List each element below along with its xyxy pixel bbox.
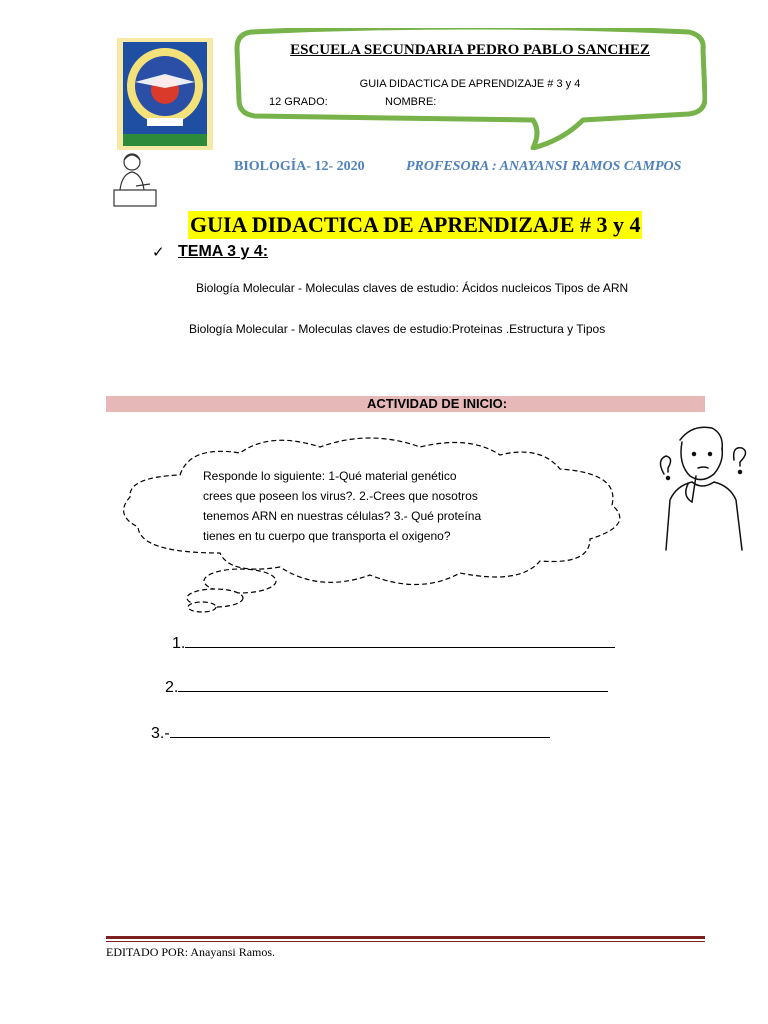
question-line: Responde lo siguiente: 1-Qué material genético xyxy=(203,469,457,483)
answer-number: 2. xyxy=(165,679,179,696)
activity-question xyxy=(203,466,533,546)
answer-2[interactable] xyxy=(165,678,608,698)
tema-heading: TEMA 3 y 4: xyxy=(178,243,269,260)
answer-1[interactable] xyxy=(172,634,615,654)
activity-label: ACTIVIDAD DE INICIO: xyxy=(367,396,508,411)
thinking-person-icon xyxy=(652,420,752,555)
footer-divider xyxy=(106,941,705,942)
answer-line[interactable] xyxy=(185,646,615,648)
footer-credit: EDITADO POR: Anayansi Ramos. xyxy=(106,945,276,959)
answer-line[interactable] xyxy=(170,736,550,738)
footer-divider xyxy=(106,936,705,939)
grade-label: 12 GRADO: xyxy=(269,96,328,108)
answer-number: 3.- xyxy=(151,725,170,742)
question-line: crees que poseen los virus?. 2.-Crees que nosotros xyxy=(203,489,478,503)
name-label: NOMBRE: xyxy=(385,96,437,108)
topic-item: Biología Molecular - Moleculas claves de estudio: Ácidos nucleicos Tipos de ARN xyxy=(196,281,629,295)
school-name: ESCUELA SECUNDARIA PEDRO PABLO SANCHEZ xyxy=(290,42,650,58)
answer-number: 1. xyxy=(172,635,186,652)
question-line: tienes en tu cuerpo que transporta el oxigeno? xyxy=(203,529,451,543)
teacher-icon xyxy=(110,150,160,210)
topic-item: Biología Molecular - Moleculas claves de estudio:Proteinas .Estructura y Tipos xyxy=(189,322,606,336)
page-title: GUIA DIDACTICA DE APRENDIZAJE # 3 y 4 xyxy=(190,212,641,237)
question-line: tenemos ARN en nuestras células? 3.- Qué proteína xyxy=(203,509,482,523)
school-logo xyxy=(117,38,213,150)
answer-line[interactable] xyxy=(178,690,608,692)
teacher-name: PROFESORA : ANAYANSI RAMOS CAMPOS xyxy=(406,159,682,174)
checkmark-icon: ✓ xyxy=(152,244,165,261)
subject-label: BIOLOGÍA- 12- 2020 xyxy=(234,159,365,174)
guide-subtitle: GUIA DIDACTICA DE APRENDIZAJE # 3 y 4 xyxy=(359,78,581,90)
answer-3[interactable] xyxy=(151,724,550,744)
